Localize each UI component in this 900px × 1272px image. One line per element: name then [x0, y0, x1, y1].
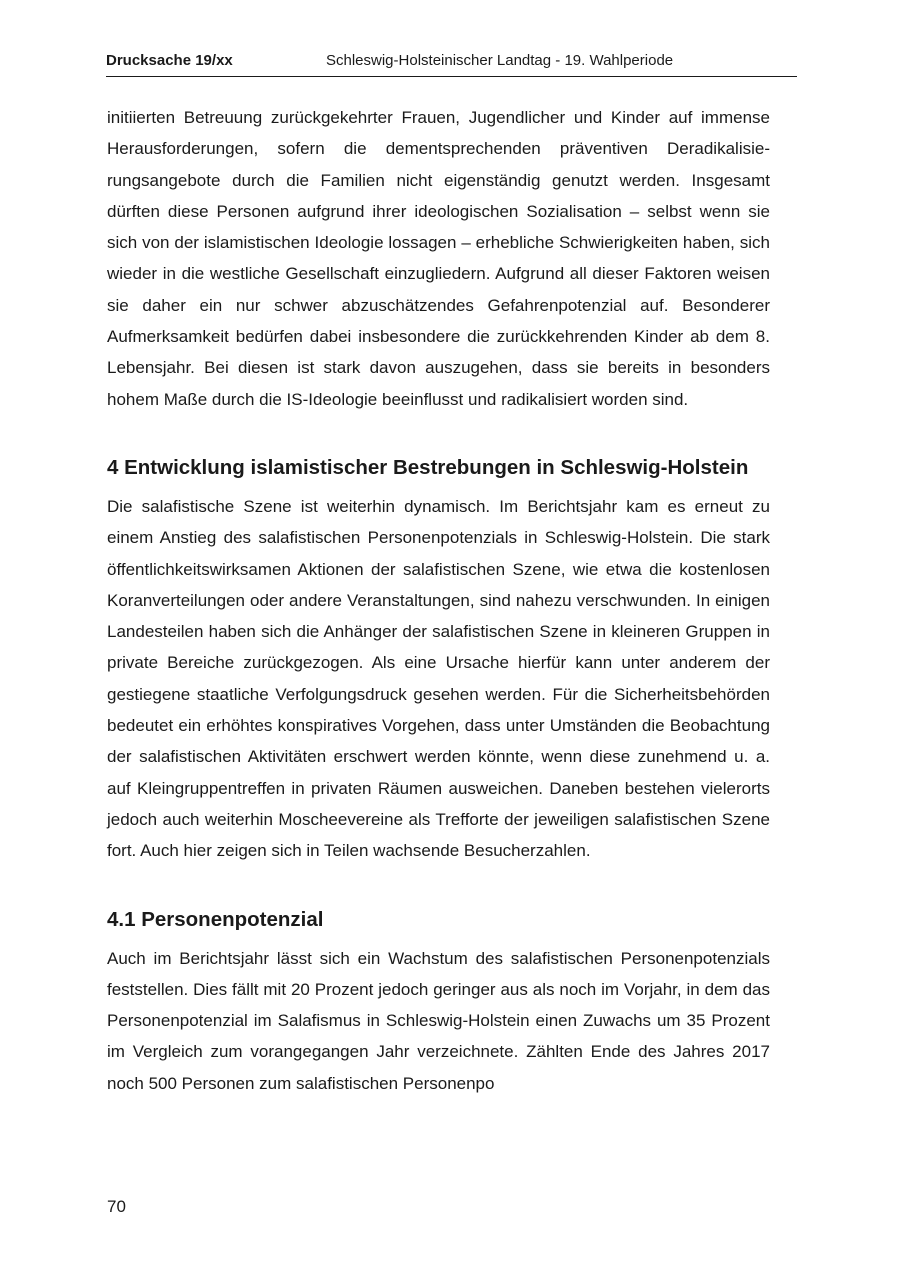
- document-body: [107, 102, 770, 1099]
- header-drucksache: Drucksache 19/xx: [106, 52, 233, 69]
- paragraph-2: Die salafistische Szene ist weiterhin dynamisch. Im Berichtsjahr kam es erneut zu einem Anstieg des salafistischen Personenpotenzials in Schleswig-Holstein. Die stark öffentlichkeitswirksamen Aktionen der salafistischen Szene, wie etwa die kostenlosen Koranverteilungen oder andere Veranstaltungen, sind nahezu verschwunden. In einigen Landesteilen haben sich die Anhänger der salafistischen Szene in kleineren Gruppen in private Bereiche zurückgezogen. Als eine Ursache hierfür kann unter anderem der gestiegene staatliche Verfolgungsdruck gesehen werden. Für die Sicherheitsbehörden bedeutet ein erhöhtes konspiratives Vorgehen, dass unter Umständen die Beobachtung der salafistischen Aktivitäten erschwert werden könnte, wenn diese zunehmend u. a. auf Kleingruppentreffen in privaten Räumen ausweichen. Daneben bestehen vielerorts jedoch auch weiterhin Moscheevereine als Trefforte der jeweiligen salafistischen Szene fort. Auch hier zeigen sich in Teilen wachsende Besucherzahlen.: [107, 496, 770, 861]
- paragraph-3: Auch im Berichtsjahr lässt sich ein Wachstum des salafistischen Personenpotenzials feststellen. Dies fällt mit 20 Prozent jedoch geringer aus als noch im Vorjahr, in dem das Personenpotenzial im Salafismus in Schleswig-Holstein einen Zuwachs um 35 Prozent im Vergleich zum vorangegangen Jahr verzeichnete. Zählten Ende des Jahres 2017 noch 500 Personen zum salafistischen Personenpo: [107, 948, 770, 1093]
- page-number: 70: [107, 1197, 126, 1216]
- paragraph-1: initiierten Betreuung zurückgekehrter Frauen, Jugendlicher und Kinder auf immense Herausforderungen, sofern die dementsprechenden präventiven Deradikalisierungsangebote durch die Familien nicht eigenständig genutzt werden. Insgesamt dürften diese Personen aufgrund ihrer ideologischen Sozialisation – selbst wenn sie sich von der islamistischen Ideologie lossagen – erhebliche Schwierigkeiten haben, sich wieder in die westliche Gesellschaft einzugliedern. Aufgrund all dieser Faktoren weisen sie daher ein nur schwer abzuschätzendes Gefahrenpotenzial auf. Besonderer Aufmerksamkeit bedürfen dabei insbesondere die zurückkehrenden Kinder ab dem 8. Lebensjahr. Bei diesen ist stark davon auszugehen, dass sie bereits in besonders hohem Maße durch die IS-Ideologie beeinflusst und radikalisiert worden sind.: [107, 108, 770, 409]
- section-4-heading: 4 Entwicklung islamistischer Bestrebungen in Schleswig-Holstein: [107, 455, 749, 479]
- header-landtag: Schleswig-Holsteinischer Landtag - 19. Wahlperiode: [326, 52, 674, 69]
- page-header: [106, 52, 797, 77]
- section-4-1-heading: 4.1 Personenpotenzial: [107, 907, 324, 931]
